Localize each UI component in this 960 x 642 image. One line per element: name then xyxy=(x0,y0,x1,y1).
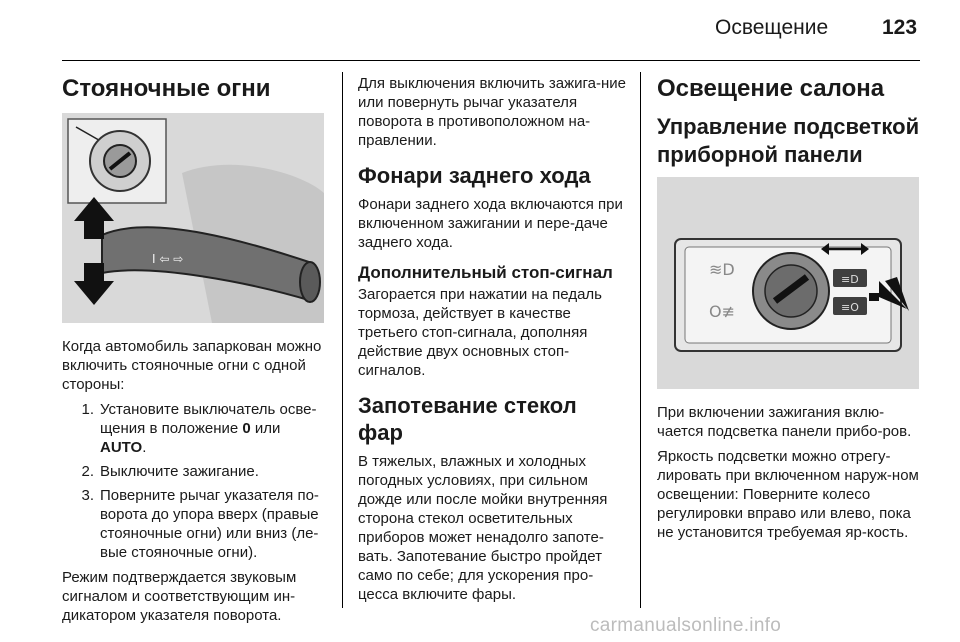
parking-steps-list xyxy=(62,400,328,562)
list-item xyxy=(62,486,328,562)
headlight-fog-heading: Запотевание стекол фар xyxy=(358,393,577,445)
svg-text:≡D: ≡D xyxy=(841,273,859,286)
reverse-lights-heading: Фонари заднего хода xyxy=(358,163,591,188)
column-divider-1 xyxy=(342,72,343,608)
svg-text:I ⇦ ⇨: I ⇦ ⇨ xyxy=(152,252,184,266)
column-interior-lighting xyxy=(657,74,921,548)
brake-light-text: Загорается при нажатии на педаль тормоза, действует в качестве третьего стоп-сигнала, дополняя действие двух основных стоп-сигналов. xyxy=(358,286,602,379)
instrument-illumination-heading: Управление подсветкой приборной панели xyxy=(657,114,920,167)
headlight-fog-text: В тяжелых, влажных и холодных погодных условиях, при сильном дожде или после мойки внутренняя сторона стекол осветительных приборов может ненадолго запоте-вать. Запотевание быстро пройдет само по себе; для ускорения про-цесса включите фары. xyxy=(358,453,608,603)
svg-text:≡O: ≡O xyxy=(841,301,859,314)
list-item xyxy=(62,400,328,457)
step-number: 2. xyxy=(81,463,94,480)
parking-outro: Режим подтверждается звуковым сигналом и соответствующим ин-дикатором указателя поворота. xyxy=(62,569,297,624)
parking-continued-text: Для выключения включить зажига-ние или повернуть рычаг указателя поворота в противоположном на-правлении. xyxy=(358,75,627,149)
step-number: 3. xyxy=(81,487,94,504)
interior-lighting-heading: Освещение салона xyxy=(657,75,885,102)
column-parking-lights xyxy=(62,74,328,631)
illumination-text-2: Яркость подсветки можно отрегу-лировать при включенном наруж-ном освещении: Поверните колесо регулировки вправо или влево, пока не установится требуемая яр-кость. xyxy=(657,448,919,541)
brake-light-heading: Дополнительный стоп-сигнал xyxy=(358,263,613,282)
svg-text:≋D: ≋D xyxy=(709,260,735,279)
stalk-switch-illustration xyxy=(62,113,324,323)
step-text: Установите выключатель осве-щения в положение 0 или AUTO. xyxy=(100,401,317,456)
step-text: Поверните рычаг указателя по-ворота до упора вверх (правые стояночные огни) или вниз (ле-вые стояночные огни). xyxy=(100,487,319,561)
svg-text:O≢: O≢ xyxy=(709,302,735,321)
column-divider-2 xyxy=(640,72,641,608)
list-item xyxy=(62,462,328,481)
step-number: 1. xyxy=(81,401,94,418)
reverse-lights-text: Фонари заднего хода включаются при включенном зажигании и пере-даче заднего хода. xyxy=(358,196,623,251)
step-text: Выключите зажигание. xyxy=(100,463,259,480)
section-title: Освещение xyxy=(715,16,829,39)
header-divider xyxy=(62,60,920,61)
watermark: carmanualsonline.info xyxy=(590,615,782,636)
column-lights-misc xyxy=(358,74,626,610)
parking-intro: Когда автомобиль запаркован можно включить стояночные огни с одной стороны: xyxy=(62,338,322,393)
light-switch-panel-illustration xyxy=(657,177,919,389)
page-number: 123 xyxy=(882,16,918,39)
illumination-text-1: При включении зажигания вклю-чается подсветка панели прибо-ров. xyxy=(657,404,912,440)
parking-lights-heading: Стояночные огни xyxy=(62,75,271,102)
